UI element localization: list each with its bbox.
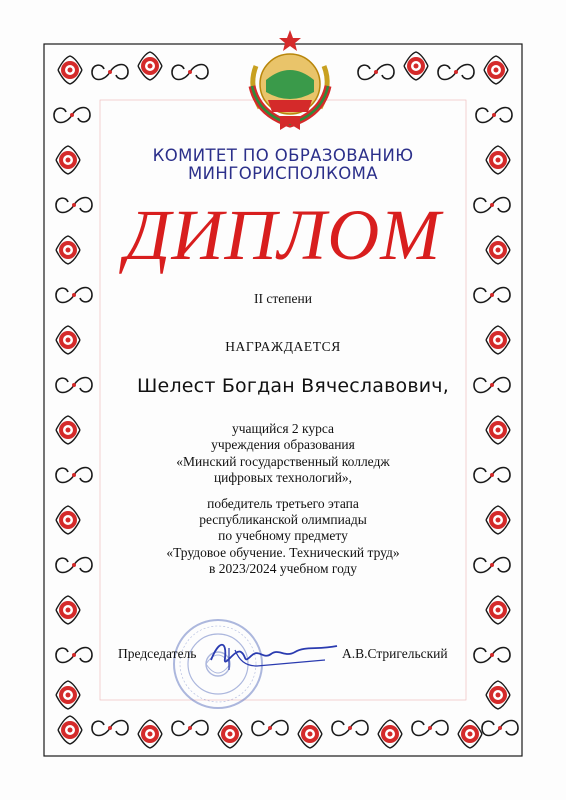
description-line: по учебному предмету bbox=[218, 528, 348, 544]
description-line: в 2023/2024 учебном году bbox=[208, 561, 358, 577]
awarded-label: НАГРАЖДАЕТСЯ bbox=[225, 339, 341, 354]
description-line: цифровых технологий», bbox=[213, 470, 353, 486]
signatory-name: А.В.Стригельский bbox=[342, 646, 448, 661]
degree-label: II степени bbox=[254, 291, 312, 306]
description-line: республиканской олимпиады bbox=[199, 511, 367, 527]
description-line: «Минский государственный колледж bbox=[176, 453, 390, 469]
award-description bbox=[0, 421, 566, 578]
issuer-line-2: МИНГОРИСПОЛКОМА bbox=[188, 164, 378, 183]
issuer-line-1: КОМИТЕТ ПО ОБРАЗОВАНИЮ bbox=[152, 146, 414, 165]
recipient-name: Шелест Богдан Вячеславович, bbox=[137, 375, 449, 397]
signatory-role: Председатель bbox=[118, 646, 197, 661]
handwritten-signature-icon bbox=[205, 630, 345, 676]
description-line: «Трудовое обучение. Технический труд» bbox=[166, 544, 400, 560]
document-title: ДИПЛОМ bbox=[124, 195, 442, 275]
description-line: победитель третьего этапа bbox=[207, 495, 359, 511]
description-line: учащийся 2 курса bbox=[231, 421, 335, 436]
coat-of-arms-icon bbox=[238, 26, 342, 138]
description-line: учреждения образования bbox=[211, 437, 355, 453]
